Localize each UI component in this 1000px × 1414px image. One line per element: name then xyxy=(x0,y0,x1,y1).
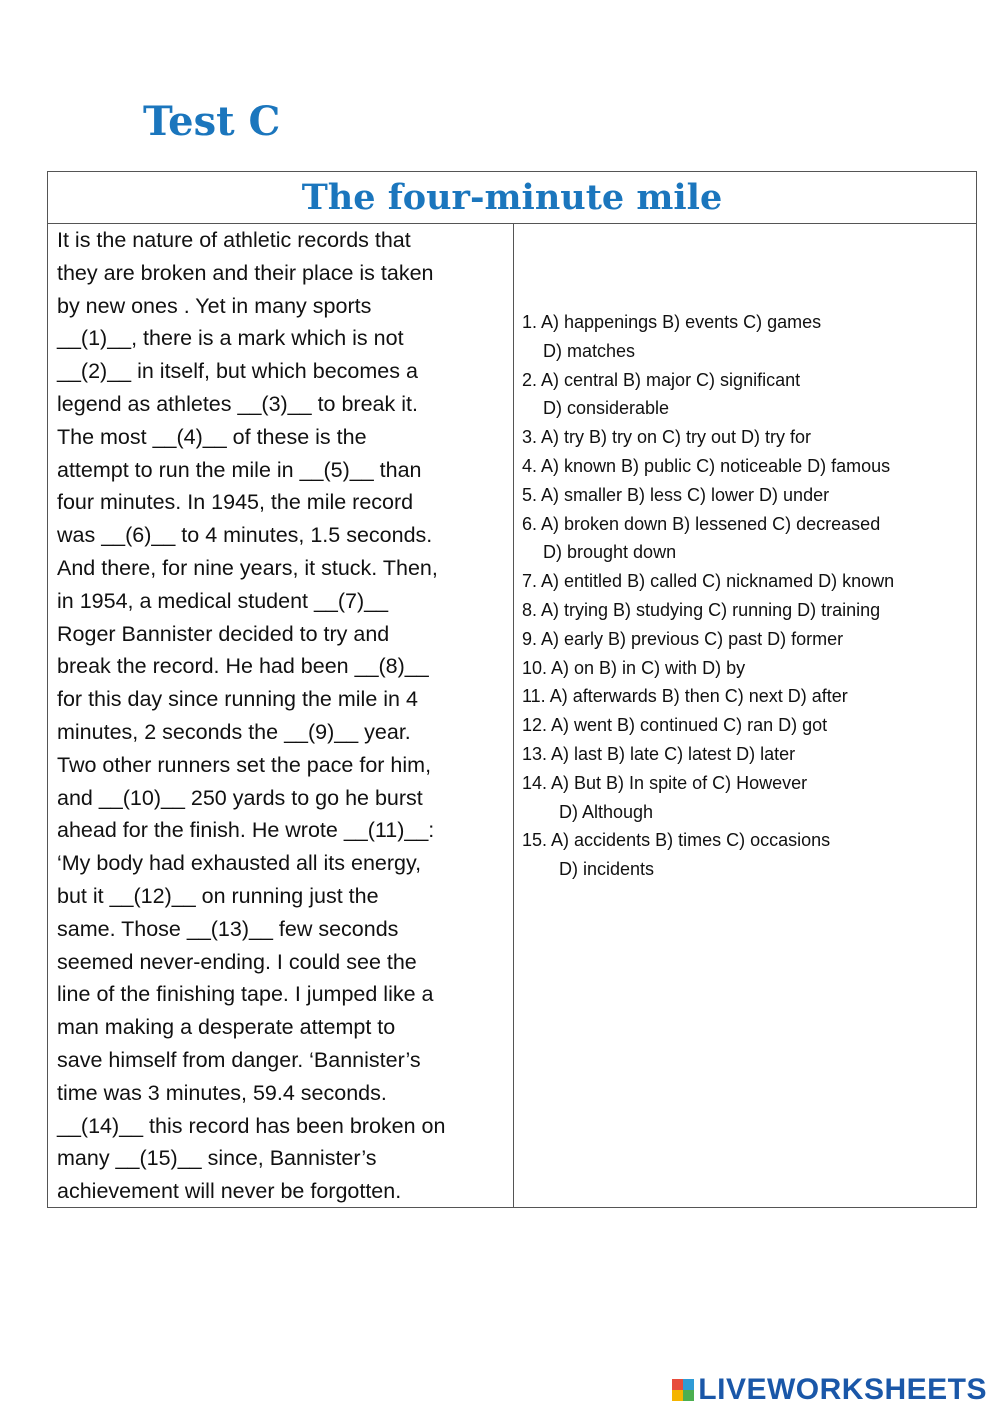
question-item: 11. A) afterwards B) then C) next D) after xyxy=(522,686,848,707)
test-title: Test C xyxy=(143,98,281,145)
question-item: 10. A) on B) in C) with D) by xyxy=(522,657,746,678)
question-item: 15. A) accidents B) times C) occasions xyxy=(522,830,831,851)
question-item: 12. A) went B) continued C) ran D) got xyxy=(522,715,828,736)
question-item: 7. A) entitled B) called C) nicknamed D) known xyxy=(522,571,895,592)
passage-line: time was 3 minutes, 59.4 seconds. xyxy=(57,1080,387,1105)
passage-line: achievement will never be forgotten. xyxy=(57,1179,402,1204)
passage-line: was __(6)__ to 4 minutes, 1.5 seconds. xyxy=(57,523,433,548)
passage-line: for this day since running the mile in 4 xyxy=(57,687,418,712)
passage-line: by new ones . Yet in many sports xyxy=(57,293,372,318)
brand-icon-square xyxy=(683,1390,694,1401)
passage-line: And there, for nine years, it stuck. Then, xyxy=(57,555,438,580)
passage-line: __(2)__ in itself, but which becomes a xyxy=(57,359,418,384)
passage-line: legend as athletes __(3)__ to break it. xyxy=(57,391,418,416)
passage-line: ‘My body had exhausted all its energy, xyxy=(57,851,422,876)
question-item-continuation: D) brought down xyxy=(543,542,677,563)
passage-line: line of the finishing tape. I jumped like a xyxy=(57,982,434,1007)
question-item-continuation: D) incidents xyxy=(559,859,655,880)
column-divider xyxy=(513,224,514,1207)
passage-line: in 1954, a medical student __(7)__ xyxy=(57,588,389,613)
question-item: 6. A) broken down B) lessened C) decreased xyxy=(522,513,881,534)
passage-line: but it __(12)__ on running just the xyxy=(57,883,379,908)
question-list xyxy=(522,308,972,884)
passage-line: The most __(4)__ of these is the xyxy=(57,424,367,449)
question-item-continuation: D) considerable xyxy=(543,398,670,419)
passage-line: save himself from danger. ‘Bannister’s xyxy=(57,1047,421,1072)
passage-text xyxy=(57,224,509,1208)
passage-line: four minutes. In 1945, the mile record xyxy=(57,490,414,515)
passage-line: __(1)__, there is a mark which is not xyxy=(57,326,404,351)
brand-name: LIVEWORKSHEETS xyxy=(698,1373,987,1406)
question-item: 9. A) early B) previous C) past D) former xyxy=(522,628,844,649)
brand-icon-square xyxy=(672,1390,683,1401)
brand-icon-square xyxy=(683,1379,694,1390)
question-item: 4. A) known B) public C) noticeable D) famous xyxy=(522,455,891,476)
question-item: 13. A) last B) late C) latest D) later xyxy=(522,743,796,764)
question-item-continuation: D) Although xyxy=(559,801,654,822)
passage-line: break the record. He had been __(8)__ xyxy=(57,654,429,679)
question-item: 8. A) trying B) studying C) running D) training xyxy=(522,599,881,620)
passage-line: and __(10)__ 250 yards to go he burst xyxy=(57,785,423,810)
article-title: The four-minute mile xyxy=(48,172,976,224)
passage-line: man making a desperate attempt to xyxy=(57,1015,396,1040)
passage-line: It is the nature of athletic records that xyxy=(57,228,411,252)
question-item: 1. A) happenings B) events C) games xyxy=(522,312,822,332)
question-item: 5. A) smaller B) less C) lower D) under xyxy=(522,484,830,505)
question-item: 3. A) try B) try on C) try out D) try for xyxy=(522,427,812,448)
question-item: 2. A) central B) major C) significant xyxy=(522,369,801,390)
passage-line: attempt to run the mile in __(5)__ than xyxy=(57,457,422,482)
passage-line: __(14)__ this record has been broken on xyxy=(57,1113,446,1138)
passage-line: they are broken and their place is taken xyxy=(57,260,434,285)
passage-line: Two other runners set the pace for him, xyxy=(57,752,432,777)
passage-line: same. Those __(13)__ few seconds xyxy=(57,916,399,941)
worksheet-table xyxy=(47,171,977,1208)
question-item: 14. A) But B) In spite of C) However xyxy=(522,772,808,793)
passage-line: Roger Bannister decided to try and xyxy=(57,621,390,646)
liveworksheets-logo xyxy=(672,1372,987,1408)
brand-icon-square xyxy=(672,1379,683,1390)
passage-line: minutes, 2 seconds the __(9)__ year. xyxy=(57,719,411,744)
passage-line: ahead for the finish. He wrote __(11)__: xyxy=(57,818,435,843)
passage-line: seemed never-ending. I could see the xyxy=(57,949,417,974)
question-item-continuation: D) matches xyxy=(543,340,636,361)
liveworksheets-icon xyxy=(672,1379,694,1401)
passage-line: many __(15)__ since, Bannister’s xyxy=(57,1146,377,1171)
